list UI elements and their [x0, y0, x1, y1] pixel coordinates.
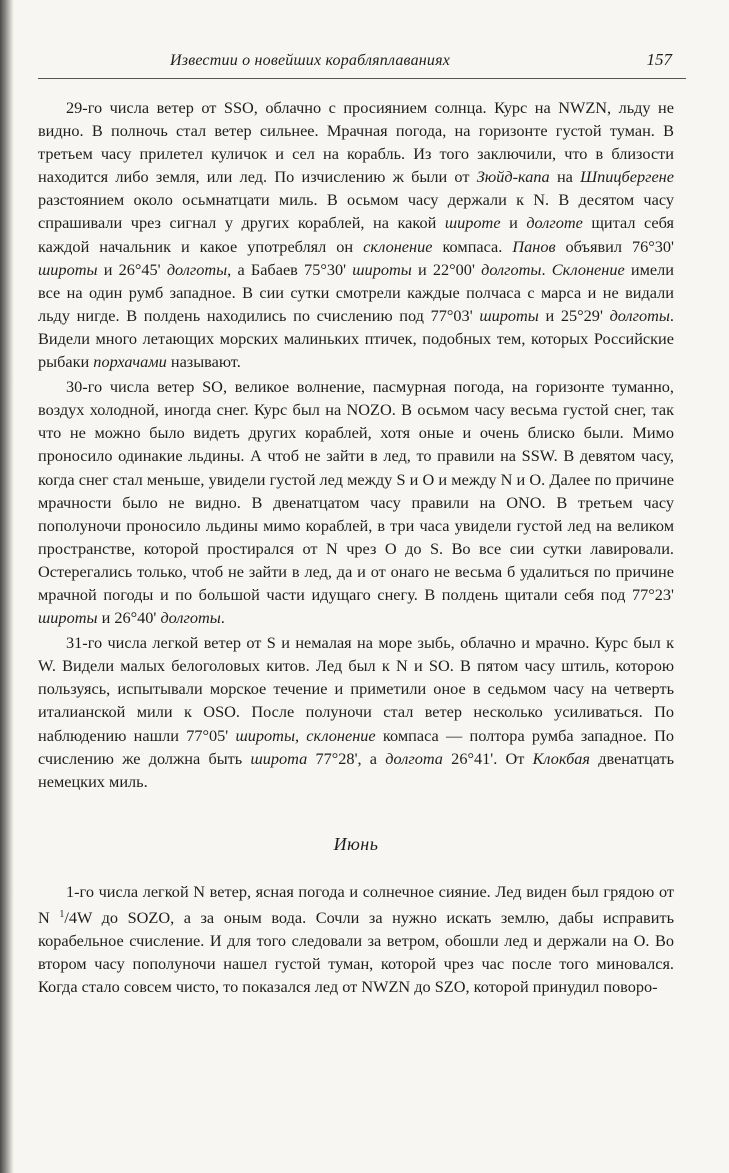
text-run: и 25°29' [538, 305, 610, 325]
text-run: щитал себя каждой начальник и какое употреблял он [38, 213, 675, 256]
text-run: и 26°45' [97, 259, 167, 279]
fraction [59, 908, 77, 927]
text-run: и 26°40' [97, 608, 161, 628]
italic-run: Склонение [551, 259, 625, 279]
text-run: на [549, 167, 581, 187]
text-run: объявил 76°30' [555, 236, 674, 256]
text-run: . [541, 259, 552, 279]
italic-run: Клокбая [532, 748, 590, 768]
text-run: двенатцать немецких миль. [38, 748, 674, 791]
text-run: и [500, 213, 527, 233]
italic-run: склонение [363, 236, 433, 256]
italic-run: широты [352, 259, 412, 279]
paragraph-june-1 [38, 880, 674, 998]
italic-run: долготы [166, 259, 228, 279]
fraction-numerator: 1 [59, 909, 65, 920]
body-text [38, 96, 674, 998]
italic-run: долготы [160, 608, 221, 628]
italic-run: Шпицбергене [580, 167, 674, 187]
section-heading-june: Июнь [333, 833, 379, 854]
italic-run: широты [479, 305, 539, 325]
italic-run: долгота [385, 748, 443, 768]
paragraph-entry-29 [38, 96, 674, 373]
italic-run: широты [38, 259, 98, 279]
text-run: . Видели много летающих морских малиньких птичек, подобных тем, которых Российские рыбаки [38, 305, 674, 372]
paragraph-entry-30 [38, 375, 674, 629]
italic-run: долготы [481, 259, 542, 279]
text-run: компаса. [432, 236, 513, 256]
text-run: разстоянием около осьмнатцати миль. В осьмом часу держали к N. В десятом часу спрашивали чрез сигнал у других кораблей, на какой [38, 190, 674, 233]
page-gutter-shadow [0, 0, 14, 1173]
text-run: , а Бабаев 75°30' [227, 259, 353, 279]
italic-run: долготе [526, 213, 583, 233]
text-run: . [220, 608, 225, 628]
italic-run: широта [250, 748, 308, 768]
text-run: 30-го числа ветер SO, великое волнение, пасмурная погода, на горизонте туманно, воздух холодной, иногда снег. Курс был на NOZO. В осьмом часу весьма густой снег, так что не можно было видеть других кораблей, хотя оные и очень блиско были. Мимо проносило одинакие льдины. А чтоб не зайти в лед, то правили на SSW. В девятом часу, когда снег стал меньше, увидели густой лед между S и O и между N и O. Далее по причине мрачности было не видно. В двенатцатом часу правили на ONO. В третьем часу пополуночи проносило льдины мимо кораблей, в три часа увидели густой лед на великом пространстве, которой простирался от N чрез O до S. Во все сии сутки лавировали. Остерегались только, чтоб не зайти в лед, да и от онаго не весьма б удалиться по причине мрачной погоды и по большой части идущаго снегу. В полдень щитали себя под 77°23' [38, 377, 674, 604]
page-number: 157 [646, 50, 672, 69]
italic-run: Зюйд-капа [476, 167, 550, 187]
running-title: Известии о новейших корабляплаваниях [170, 52, 451, 69]
paragraph-entry-31 [38, 631, 674, 793]
italic-run: широты [38, 608, 98, 628]
italic-run: Панов [512, 236, 556, 256]
running-head [38, 48, 686, 79]
text-run: компаса — полтора румба западное. По счислению же должна быть [38, 725, 675, 768]
italic-run: долготы [609, 305, 670, 325]
text-run: 1-го числа легкой N ветер, ясная погода и солнечное сияние. Лед виден был грядою от N [38, 881, 674, 927]
text-run: имели все на один румб западное. В сии сутки смотрели каждые полчаса с марса и не видали льду нигде. В полдень находились по счислению под 77°03' [38, 259, 674, 325]
italic-run: порхачами [93, 352, 167, 372]
text-run: W до SOZO, а за оным вода. Сочли за нужно искать землю, дабы исправить корабельное счисление. И для того следовали за ветром, обошли лед и держали на O. Во втором часу пополуночи нашел густой туман, которой чрез час после того миновался. Когда стало совсем чисто, то показался лед от NWZN до SZO, которой принудил поворо- [38, 908, 674, 997]
italic-run: широте [444, 213, 501, 233]
text-run: 29-го числа ветер от SSO, облачно с просиянием солнца. Курс на NWZN, льду не видно. В полночь стал ветер сильнее. Мрачная погода, на горизонте густой туман. В третьем часу прилетел куличок и сел на корабль. Из того заключили, что в близости находится либо земля, или лед. По изчислению ж были от [38, 98, 674, 187]
text-run: 26°41'. От [442, 748, 533, 768]
fraction-denominator: /4 [64, 908, 77, 927]
text-run: и 22°00' [411, 259, 482, 279]
italic-run: широты, склонение [235, 725, 376, 745]
text-run: 77°28', а [307, 748, 386, 768]
text-run: 31-го числа легкой ветер от S и немалая на море зыбь, облачно и мрачно. Курс был к W. Видели малых белоголовых китов. Лед был к N и SO. В пятом часу штиль, которою пользуясь, испытывали морское течение и приметили оное в седьмом часу на четверть италианской мили к OSO. После полуночи стал ветер несколько усиливаться. По наблюдению нашли 77°05' [38, 633, 674, 745]
text-run: называют. [166, 352, 241, 372]
